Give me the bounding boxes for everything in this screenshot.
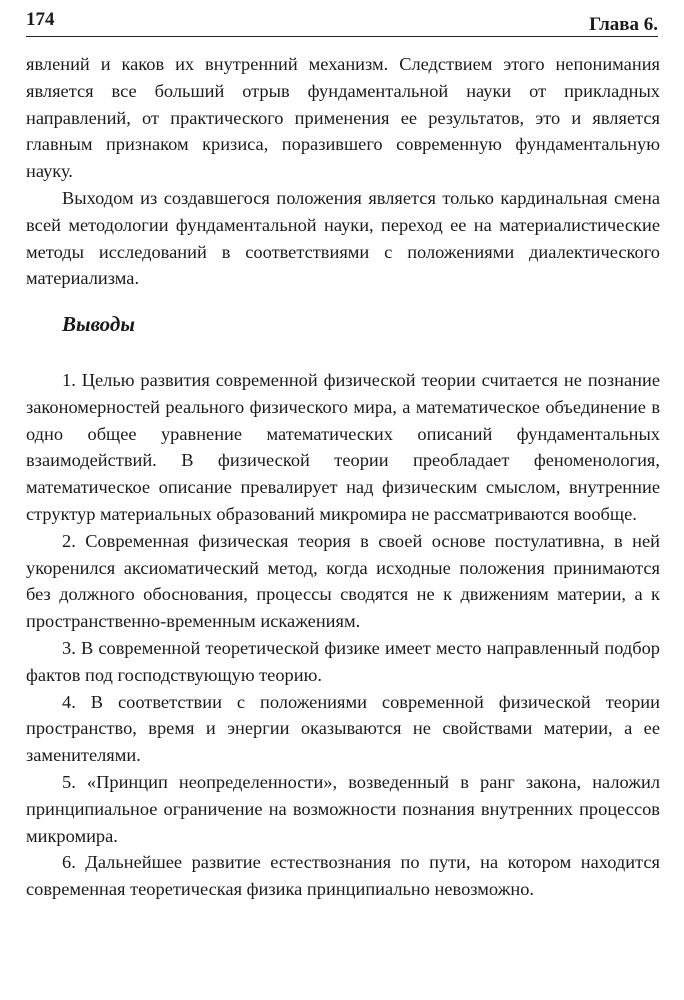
conclusion-item: 3. В современной теоретической физике имеет место направленный подбор фактов под господствующую теорию.	[26, 637, 660, 685]
running-header	[26, 6, 658, 37]
conclusion-item: 6. Дальнейшее развитие естествознания по пути, на котором находится современная теоретическая физика принципиально невозможно.	[26, 852, 660, 900]
conclusion-item: 4. В соответствии с положениями современной физической теории пространство, время и энергии оказываются не свойствами материи, а ее заменителями.	[26, 691, 660, 766]
paragraph-continuation: явлений и каков их внутренний механизм. Следствием этого непонимания является все больший отрыв фундаментальной науки от прикладных направлений, от практического применения ее результатов, это и является главным признаком кризиса, поразившего современную фундаментальную науку.	[26, 54, 660, 182]
intro-text-block	[26, 51, 660, 292]
conclusion-item: 1. Целью развития современной физической теории считается не познание закономерностей реального физического мира, а математическое объединение в одно общее уравнение математических описаний фундаментальных взаимодействий. В физической теории преобладает феноменология, математическое описание превалирует над физическим смыслом, внутренние структур материальных образований микромира не рассматриваются вообще.	[26, 370, 660, 524]
page-number: 174	[26, 9, 55, 30]
conclusion-item: 2. Современная физическая теория в своей основе постулативна, в ней укоренился аксиоматический метод, когда исходные положения принимаются без должного обоснования, процессы сводятся не к движениям материи, а к пространственно-временным искажениям.	[26, 530, 660, 632]
paragraph: Выходом из создавшегося положения является только кардинальная смена всей методологии фундаментальной науки, переход ее на материалистические методы исследований в соответствиями с положениями диалектического материализма.	[26, 187, 660, 289]
chapter-label: Глава 6.	[589, 14, 658, 35]
conclusions-list	[26, 367, 660, 903]
conclusion-item: 5. «Принцип неопределенности», возведенный в ранг закона, наложил принципиальное ограничение на возможности познания внутренних процессов микромира.	[26, 771, 660, 846]
section-heading: Выводы	[62, 312, 135, 336]
